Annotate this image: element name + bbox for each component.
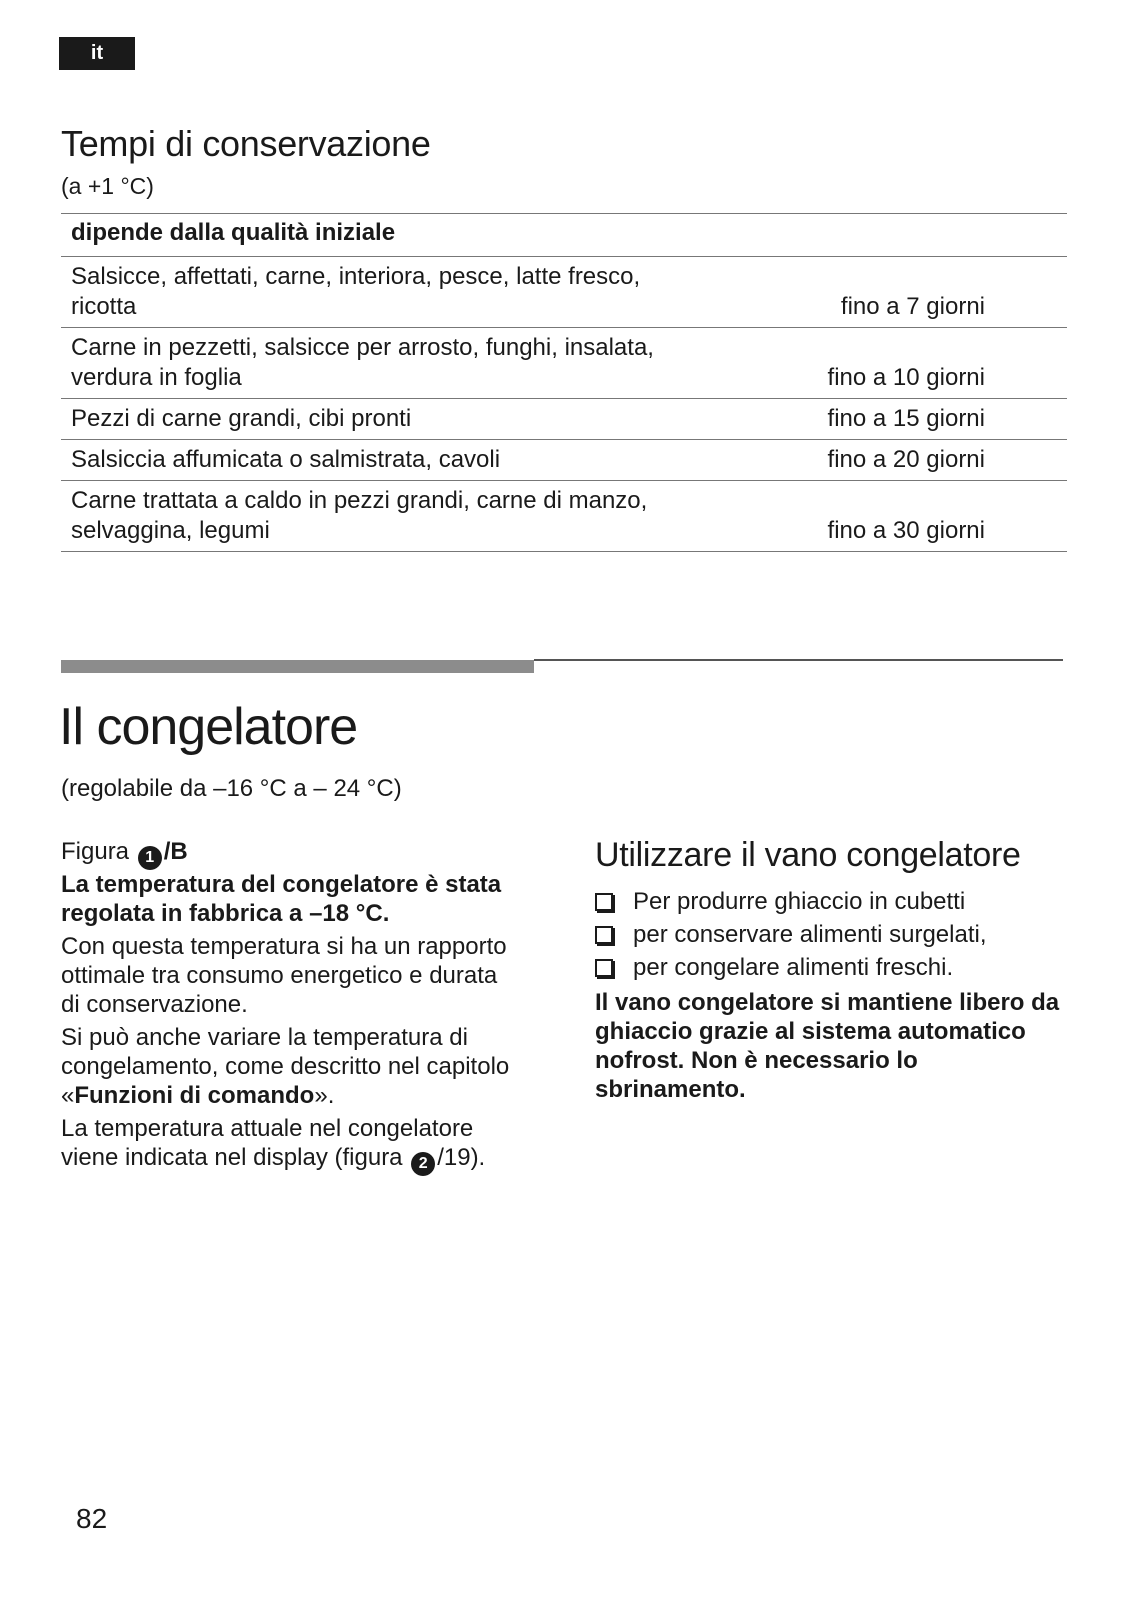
chapter-reference: Funzioni di comando bbox=[74, 1082, 315, 1109]
duration-cell: fino a 30 giorni bbox=[773, 481, 1067, 552]
food-line: selvaggina, legumi bbox=[71, 517, 270, 544]
paragraph-text: Si può anche variare la temperatura di congelamento, come descritto nel capitolo « bbox=[61, 1024, 510, 1109]
table-row bbox=[61, 399, 1067, 440]
usage-list bbox=[595, 885, 1075, 984]
food-line: Carne trattata a caldo in pezzi grandi, carne di manzo, bbox=[71, 487, 648, 514]
food-cell bbox=[61, 257, 773, 328]
figure-reference bbox=[61, 837, 521, 870]
food-line: ricotta bbox=[71, 293, 137, 320]
list-item bbox=[595, 918, 1075, 951]
table-header-row bbox=[61, 214, 1067, 257]
list-item-text: per conservare alimenti surgelati, bbox=[633, 921, 987, 948]
figure-number-badge: 2 bbox=[411, 1152, 435, 1176]
checkbox-bullet-icon bbox=[595, 926, 613, 944]
paragraph bbox=[61, 1023, 521, 1110]
figure-suffix: /B bbox=[163, 838, 188, 865]
list-item-text: per congelare alimenti freschi. bbox=[633, 954, 954, 981]
table-row bbox=[61, 440, 1067, 481]
storage-times-table bbox=[61, 213, 1067, 552]
list-item-text: Per produrre ghiaccio in cubetti bbox=[633, 888, 966, 915]
table-header: dipende dalla qualità iniziale bbox=[61, 214, 1067, 257]
language-tag: it bbox=[59, 37, 135, 70]
section-divider-line bbox=[534, 659, 1063, 661]
table-row bbox=[61, 481, 1067, 552]
duration-cell: fino a 20 giorni bbox=[773, 440, 1067, 481]
paragraph bbox=[61, 1114, 521, 1176]
food-cell bbox=[61, 481, 773, 552]
usage-title: Utilizzare il vano congelatore bbox=[595, 836, 1021, 874]
paragraph-text: La temperatura attuale nel congelatore viene indicata nel display (figura bbox=[61, 1115, 474, 1171]
paragraph-text: ». bbox=[314, 1082, 335, 1109]
food-line: Pezzi di carne grandi, cibi pronti bbox=[71, 405, 412, 432]
food-cell bbox=[61, 399, 773, 440]
freezer-description bbox=[61, 837, 521, 1180]
food-line: Salsicce, affettati, carne, interiora, pesce, latte fresco, bbox=[71, 263, 641, 290]
duration-cell: fino a 15 giorni bbox=[773, 399, 1067, 440]
duration-cell: fino a 10 giorni bbox=[773, 328, 1067, 399]
list-item bbox=[595, 885, 1075, 918]
freezer-subtitle: (regolabile da –16 °C a – 24 °C) bbox=[61, 775, 402, 802]
freezer-title: Il congelatore bbox=[59, 698, 358, 756]
section-divider-bar bbox=[61, 660, 534, 673]
paragraph: Con questa temperatura si ha un rapporto ottimale tra consumo energetico e durata di conservazione. bbox=[61, 933, 507, 1018]
factory-setting-note: La temperatura del congelatore è stata regolata in fabbrica a –18 °C. bbox=[61, 871, 502, 927]
checkbox-bullet-icon bbox=[595, 959, 613, 977]
list-item bbox=[595, 951, 1075, 984]
storage-title: Tempi di conservazione bbox=[61, 123, 431, 164]
duration-cell: fino a 7 giorni bbox=[773, 257, 1067, 328]
nofrost-note: Il vano congelatore si mantiene libero da ghiaccio grazie al sistema automatico nofrost. Non è necessario lo sbrinamento. bbox=[595, 989, 1060, 1103]
checkbox-bullet-icon bbox=[595, 893, 613, 911]
storage-subtitle: (a +1 °C) bbox=[61, 173, 154, 199]
figure-label: Figura bbox=[61, 838, 130, 865]
table-row bbox=[61, 328, 1067, 399]
paragraph-text: /19). bbox=[437, 1144, 486, 1171]
figure-number-badge: 1 bbox=[138, 846, 162, 870]
food-line: verdura in foglia bbox=[71, 364, 242, 391]
usage-section bbox=[595, 836, 1075, 1104]
table-row bbox=[61, 257, 1067, 328]
food-cell bbox=[61, 440, 773, 481]
food-cell bbox=[61, 328, 773, 399]
page-number: 82 bbox=[76, 1503, 108, 1534]
food-line: Carne in pezzetti, salsicce per arrosto, funghi, insalata, bbox=[71, 334, 654, 361]
food-line: Salsiccia affumicata o salmistrata, cavoli bbox=[71, 446, 501, 473]
